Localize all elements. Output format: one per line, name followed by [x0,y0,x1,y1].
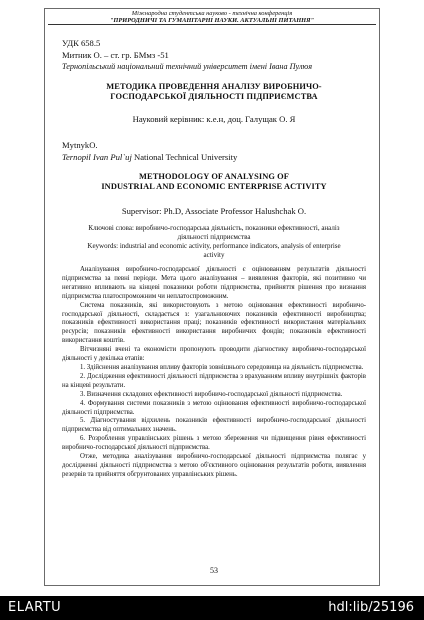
supervisor-ua: Науковий керівник: к.е.н, доц. Галущак О. Я [132,114,296,124]
title-en-line-2: INDUSTRIAL AND ECONOMIC ENTERPRISE ACTIVITY [101,182,327,191]
paragraph-1: Аналізування виробничо-господарської діяльності є оцінюванням результатів діяльності підприємства за певні періоди. Мета цього аналізування – виявлення факторів, які позитивно чи негативно впливають на кінцеві показники роботи підприємства, прийняття рішення про визнання підприємства платоспроможним чи неплатоспроможним. [62,266,366,300]
affiliation-en [62,152,366,162]
keywords-ua [62,224,366,241]
keywords-ua-line-2: діяльності підприємства [177,232,251,241]
udc-code: УДК 658.5 [62,38,101,48]
keywords-en-line-2: activity [203,250,225,259]
stage-item-2: 2. Дослідження ефективності діяльності підприємства з врахуванням впливу внутрішніх факторів на кінцеві результати. [62,372,366,389]
title-en [62,172,366,192]
title-ua-line-1: МЕТОДИКА ПРОВЕДЕННЯ АНАЛІЗУ ВИРОБНИЧО- [106,82,322,91]
keywords-ua-line-1: Ключові слова: виробничо-господарська діяльність, показники ефективності, аналіз [88,224,340,232]
paragraph-2: Система показників, які використовують з метою оцінювання ефективності виробничо-господарської діяльності, складається з: узагальнюючих показників ефективності виробництва; показників ефективності використання праці; показників ефективності використання матеріальних ресурсів; показників ефективності використання виробничих фондів; показників ефективності використання коштів. [62,301,366,345]
stage-item-6: 6. Розроблення управлінських рішень з метою збереження чи підвищення рівня ефективності виробничо-господарської діяльності підприємства. [62,435,366,452]
title-ua [62,82,366,102]
paragraph-3: Вітчизняні вчені та економісти пропонують проводити діагностику виробничо-господарської діяльності у декілька етапів: [62,346,366,363]
handle-link[interactable]: hdl:lib/25196 [328,600,414,615]
conference-line-1: Міжнародна студентська науково - технічна конференція [131,10,293,17]
title-ua-line-2: ГОСПОДАРСЬКОЇ ДІЯЛЬНОСТІ ПІДПРИЄМСТВА [110,92,318,101]
repository-name: ELARTU [8,600,62,615]
affiliation-ua: Тернопільський національний технічний університет імені Івана Пулюя [62,62,313,71]
conference-line-2: "ПРИРОДНИЧІ ТА ГУМАНІТАРНІ НАУКИ. АКТУАЛЬНІ ПИТАННЯ" [109,17,315,24]
article-body [62,266,366,480]
repository-footer-bar [0,596,424,620]
affiliation-en-rest: National Technical University [131,152,238,162]
paragraph-conclusion: Отже, методика аналізування виробничо-господарської діяльності підприємства полягає у дослідженні діяльності підприємства з метою об'єктивного оцінювання результатів роботи, виявлення резервів та прийняття обгрунтованих управлінських рішень. [62,453,366,478]
page-number: 53 [210,566,218,575]
affiliation-en-italic: Ternopil Ivan Pul`uj [62,152,132,162]
title-en-line-1: METHODOLOGY OF ANALYSING OF [139,172,289,181]
stage-item-4: 4. Формування системи показників з метою оцінювання ефективності виробничо-господарської діяльності підприємства. [62,399,366,416]
author-ua: Митник О. – ст. гр. БМмз -51 [62,50,169,60]
keywords-en [62,242,366,259]
conference-header [44,10,380,24]
keywords-en-line-1: Keywords: industrial and economic activity, performance indicators, analysis of enterprise [87,242,341,250]
header-rule [48,24,376,25]
stage-item-1: 1. Здійснення аналізування впливу факторів зовнішнього середовища на діяльність підприємства. [80,363,364,371]
stage-item-3: 3. Визначення складових ефективності виробничо-господарської діяльності підприємства. [80,390,343,398]
author-en: MytnykO. [62,140,98,150]
supervisor-en: Supervisor: Ph.D, Associate Professor Halushchak O. [121,206,307,216]
stage-item-5: 5. Діагностування відхилень показників ефективності виробничо-господарської діяльності підприємства від оптимальних значень. [62,417,366,434]
